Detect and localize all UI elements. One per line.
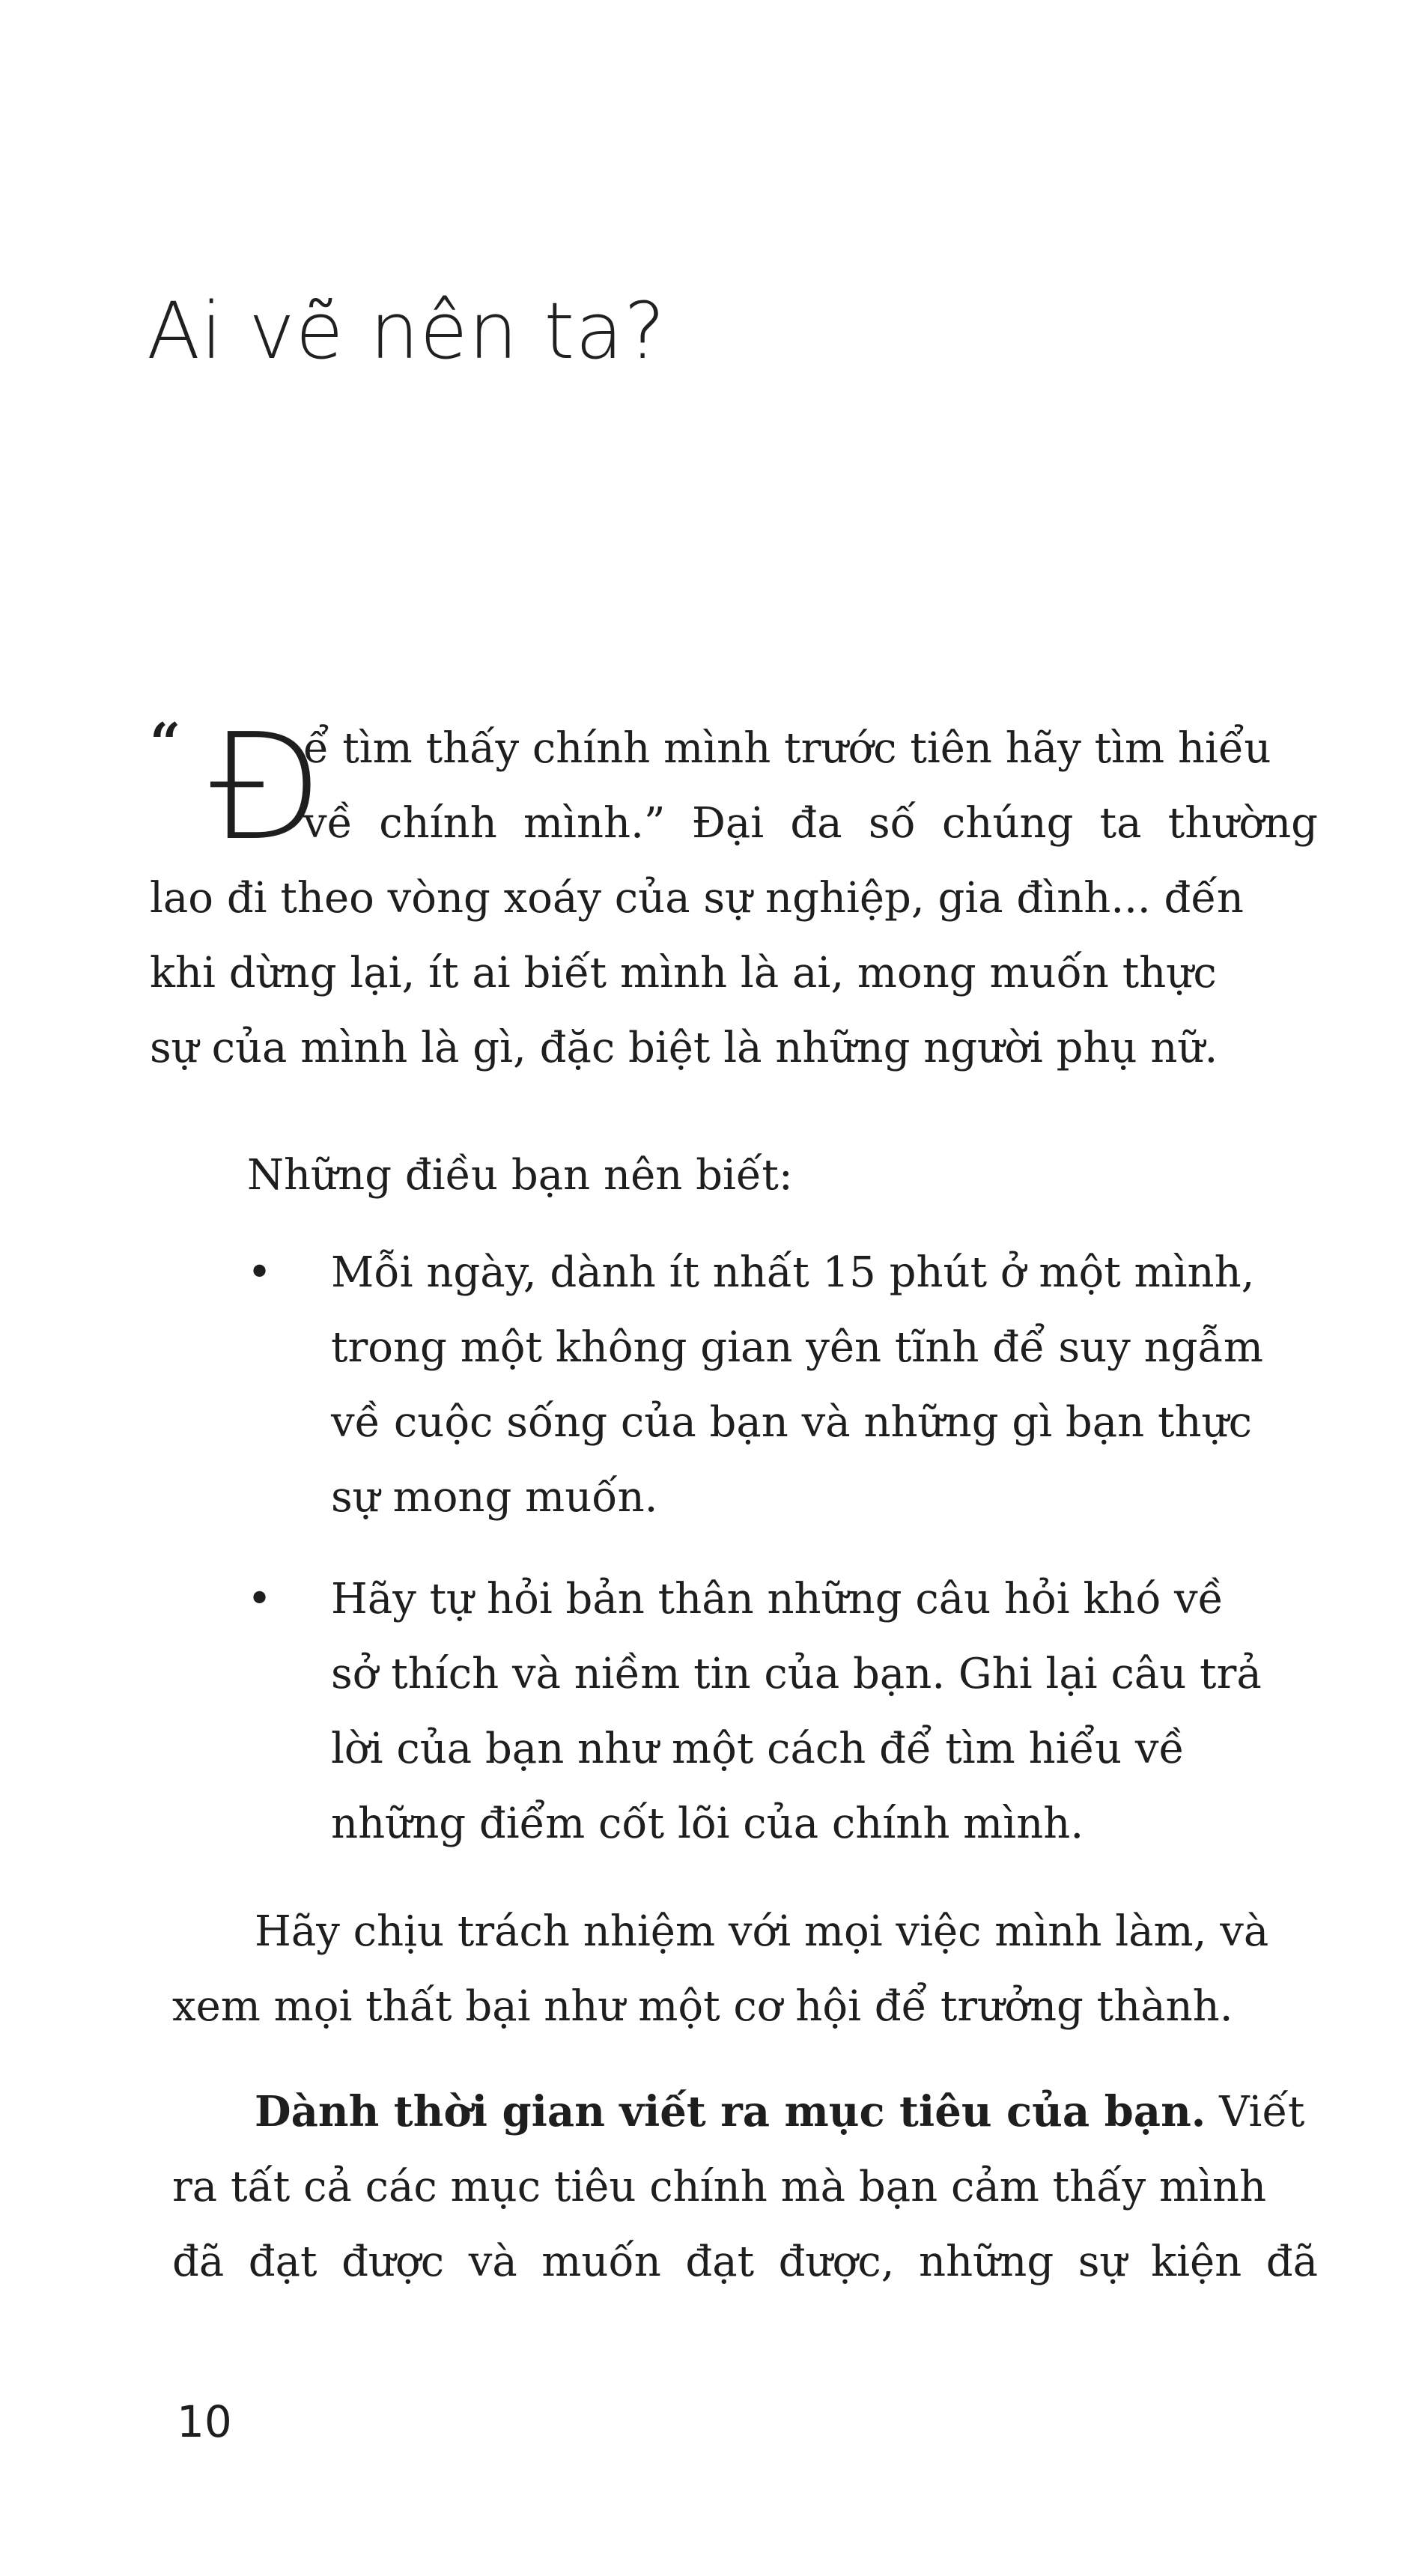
lead-continuation: Viết xyxy=(1206,2088,1305,2136)
paragraph-line xyxy=(172,2074,1318,2150)
tip-line: sự mong muốn. xyxy=(331,1473,658,1522)
paragraph-line: Hãy chịu trách nhiệm với mọi việc mình làm, và xyxy=(255,1907,1269,1956)
bullet-icon: • xyxy=(247,1248,273,1297)
tip-line: những điểm cốt lõi của chính mình. xyxy=(331,1799,1084,1848)
page-number: 10 xyxy=(177,2396,232,2447)
tip-line: lời của bạn như một cách để tìm hiểu về xyxy=(331,1725,1185,1773)
tips-list xyxy=(247,1236,1318,1889)
opening-quote-mark: “ xyxy=(150,711,181,774)
tip-line: về cuộc sống của bạn và những gì bạn thực xyxy=(331,1398,1253,1447)
bullet-icon: • xyxy=(247,1575,273,1623)
drop-cap-letter: Đ xyxy=(210,702,323,873)
opening-line: khi dừng lại, ít ai biết mình là ai, mong muốn thực xyxy=(150,949,1217,997)
tip-line: Mỗi ngày, dành ít nhất 15 phút ở một mình, xyxy=(331,1248,1255,1297)
opening-line: lao đi theo vòng xoáy của sự nghiệp, gia đình... đến xyxy=(150,874,1244,923)
opening-line: ể tìm thấy chính mình trước tiên hãy tìm hiểu xyxy=(303,724,1271,773)
responsibility-paragraph xyxy=(172,1895,1318,2044)
opening-line: sự của mình là gì, đặc biệt là những người phụ nữ. xyxy=(150,1024,1218,1072)
paragraph-line: đã đạt được và muốn đạt được, những sự kiện đã xyxy=(172,2238,1318,2286)
tip-item xyxy=(247,1562,1318,1862)
section-lead: Những điều bạn nên biết: xyxy=(247,1151,793,1200)
tip-line: Hãy tự hỏi bản thân những câu hỏi khó về xyxy=(331,1575,1224,1623)
tip-item xyxy=(247,1236,1318,1535)
opening-line: về chính mình.” Đại đa số chúng ta thường xyxy=(303,799,1318,848)
chapter-title: Ai vẽ nên ta? xyxy=(147,285,666,377)
bold-lead-phrase: Dành thời gian viết ra mục tiêu của bạn. xyxy=(255,2087,1206,2136)
paragraph-line: xem mọi thất bại như một cơ hội để trưởng thành. xyxy=(172,1982,1233,2031)
goals-paragraph xyxy=(172,2074,1318,2300)
opening-paragraph xyxy=(150,702,1318,1086)
tip-line: trong một không gian yên tĩnh để suy ngẫm xyxy=(331,1323,1263,1372)
paragraph-line: ra tất cả các mục tiêu chính mà bạn cảm thấy mình xyxy=(172,2163,1267,2211)
tip-line: sở thích và niềm tin của bạn. Ghi lại câu trả xyxy=(331,1650,1262,1698)
